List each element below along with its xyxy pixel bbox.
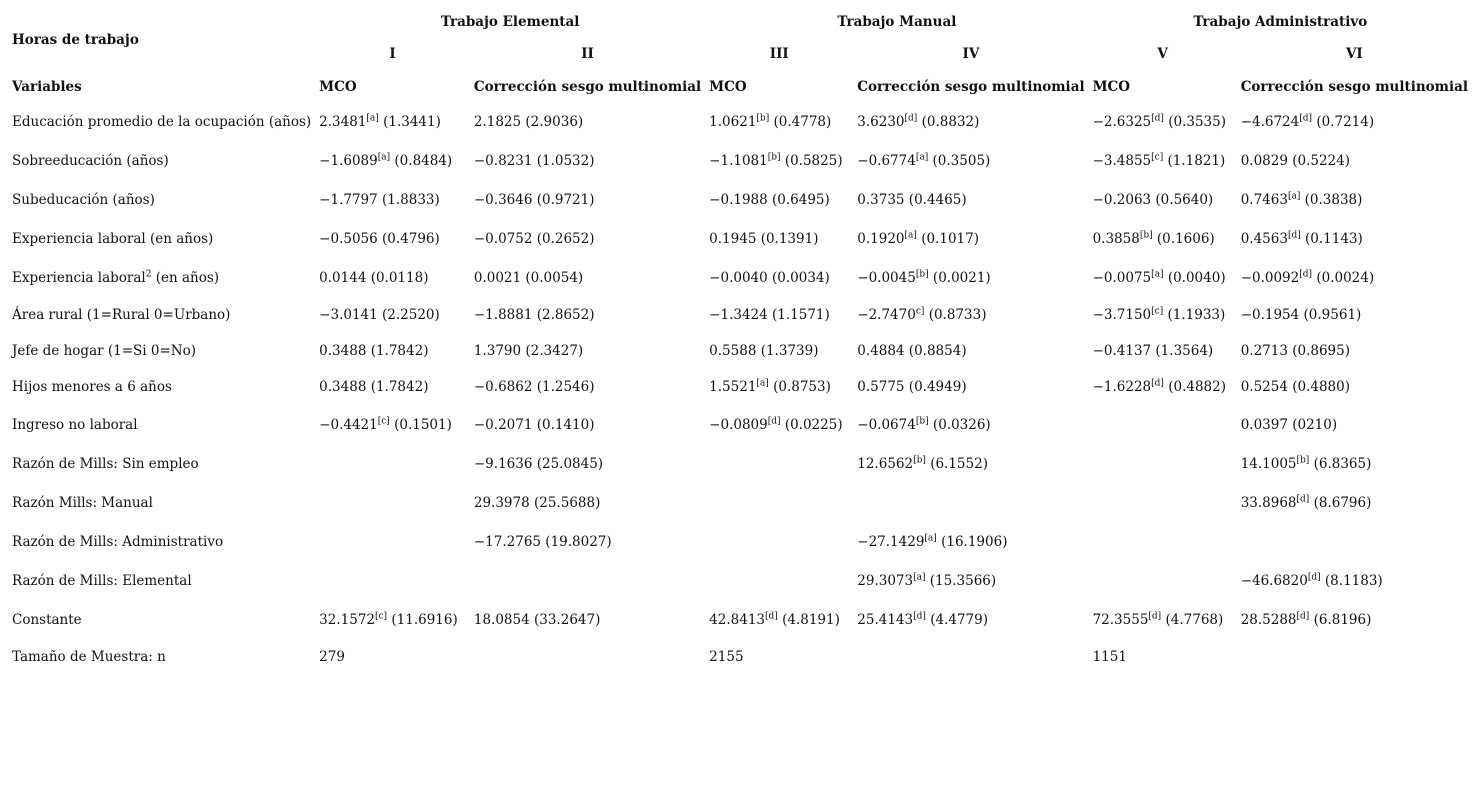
table-cell <box>470 258 705 297</box>
table-cell <box>705 369 853 405</box>
row-label <box>8 522 315 561</box>
table-cell <box>1237 219 1472 258</box>
standard-error: (0.0024) <box>1312 269 1375 286</box>
cell-value: −0.2071 (0.1410) <box>473 416 595 433</box>
significance-marker: [a] <box>1287 191 1301 201</box>
row-label-rest: (en años) <box>151 269 220 286</box>
table-cell <box>705 141 853 180</box>
standard-error: (1.3441) <box>378 113 441 130</box>
cell-value: 0.0829 (0.5224) <box>1240 152 1350 169</box>
table-cell <box>315 483 470 522</box>
cell-value: 0.0397 (0210) <box>1240 416 1338 433</box>
standard-error: (0.0225) <box>780 416 843 433</box>
standard-error: (0.8753) <box>768 379 831 395</box>
significance-marker: [a] <box>913 572 926 582</box>
table-cell <box>470 444 705 483</box>
standard-error: (6.8196) <box>1309 611 1372 628</box>
cell-value: 18.0854 (33.2647) <box>473 611 601 628</box>
regression-table <box>8 8 1472 675</box>
significance-marker: [d] <box>913 611 926 621</box>
table-cell <box>1237 639 1472 675</box>
table-cell <box>1237 483 1472 522</box>
standard-error: (0.1143) <box>1300 230 1363 247</box>
cell-value: 0.2713 (0.8695) <box>1240 343 1350 359</box>
table-cell <box>705 522 853 561</box>
table-row <box>8 297 1472 333</box>
row-label <box>8 219 315 258</box>
significance-marker: [c] <box>377 416 390 426</box>
row-label-text: Razón de Mills: Elemental <box>12 572 192 589</box>
table-body <box>8 102 1472 675</box>
table-cell <box>705 444 853 483</box>
table-row <box>8 333 1472 369</box>
significance-marker: [c] <box>1151 152 1164 162</box>
table-cell <box>853 102 1088 141</box>
cell-value: −0.0092 <box>1240 269 1300 286</box>
cell-value: −1.8881 (2.8652) <box>473 307 595 323</box>
cell-value: −0.1954 (0.9561) <box>1240 307 1362 323</box>
table-cell <box>470 639 705 675</box>
row-label-text: Educación promedio de la ocupación (años) <box>12 113 312 130</box>
cell-value: 14.1005 <box>1240 455 1297 472</box>
significance-marker: [d] <box>1299 269 1313 279</box>
table-cell <box>853 522 1088 561</box>
cell-value: −9.1636 (25.0845) <box>473 455 604 472</box>
table-cell <box>315 297 470 333</box>
cell-value: 2.3481 <box>319 113 367 130</box>
table-row <box>8 522 1472 561</box>
table-cell <box>470 180 705 219</box>
cell-value: −0.3646 (0.9721) <box>473 191 595 208</box>
significance-marker: [c] <box>1151 306 1164 317</box>
cell-value: −0.4421 <box>319 416 378 433</box>
significance-marker: [c] <box>375 611 388 621</box>
cell-value: 12.6562 <box>857 455 914 472</box>
table-row <box>8 600 1472 639</box>
table-cell <box>853 333 1088 369</box>
significance-marker: [d] <box>1151 113 1164 123</box>
table-cell <box>1089 561 1237 600</box>
row-label <box>8 102 315 141</box>
table-cell <box>315 102 470 141</box>
row-label-text: Tamaño de Muestra: n <box>12 649 166 665</box>
cell-value: −0.0809 <box>709 416 768 433</box>
row-label-text: Razón de Mills: Administrativo <box>12 533 224 550</box>
roman-numeral: I <box>389 46 396 62</box>
cell-value: −0.1988 (0.6495) <box>709 191 830 208</box>
significance-marker: [a] <box>915 152 929 162</box>
cell-value: 2155 <box>709 649 744 665</box>
significance-marker: [b] <box>756 113 770 123</box>
table-cell <box>1237 405 1472 444</box>
table-cell <box>705 102 853 141</box>
table-row <box>8 369 1472 405</box>
cell-value: −0.6862 (1.2546) <box>473 379 595 395</box>
cell-value: 42.8413 <box>709 611 765 628</box>
table-cell <box>315 258 470 297</box>
table-cell <box>315 180 470 219</box>
significance-marker: [a] <box>924 533 937 543</box>
table-cell <box>470 141 705 180</box>
table-row <box>8 102 1472 141</box>
cell-value: 1.5521 <box>709 379 757 395</box>
sub-header-variables: Variables <box>12 79 82 95</box>
standard-error: (0.8733) <box>924 307 987 323</box>
cell-value: −0.6774 <box>857 152 916 169</box>
table-cell <box>853 219 1088 258</box>
table-cell <box>315 141 470 180</box>
table-cell <box>1237 600 1472 639</box>
table-cell <box>470 600 705 639</box>
table-row <box>8 444 1472 483</box>
table-cell <box>315 219 470 258</box>
table-cell <box>470 102 705 141</box>
significance-marker: c] <box>915 306 925 317</box>
significance-marker: [b] <box>1139 230 1153 240</box>
row-label <box>8 180 315 219</box>
cell-value: 0.4563 <box>1240 230 1288 247</box>
cell-value: 0.7463 <box>1240 191 1288 208</box>
sub-header: Corrección sesgo multinomial <box>1240 79 1468 95</box>
table-cell <box>1237 561 1472 600</box>
cell-value: 0.5775 (0.4949) <box>857 379 967 395</box>
table-cell <box>853 405 1088 444</box>
table-cell <box>705 180 853 219</box>
standard-error: (4.7768) <box>1161 611 1224 628</box>
table-cell <box>1089 333 1237 369</box>
cell-value: −46.6820 <box>1240 572 1308 589</box>
cell-value: 0.3488 (1.7842) <box>319 343 429 359</box>
row-label <box>8 444 315 483</box>
cell-value: −0.0040 (0.0034) <box>709 269 830 286</box>
row-label <box>8 561 315 600</box>
cell-value: −0.5056 (0.4796) <box>319 230 440 247</box>
table-cell <box>315 522 470 561</box>
table-row <box>8 180 1472 219</box>
row-label-text: Constante <box>12 611 82 628</box>
standard-error: (1.1933) <box>1163 307 1226 323</box>
cell-value: 2.1825 (2.9036) <box>473 113 584 130</box>
table-cell <box>470 561 705 600</box>
table-cell <box>315 444 470 483</box>
standard-error: (0.8832) <box>917 113 980 130</box>
standard-error: (15.3566) <box>925 572 997 589</box>
sub-header: MCO <box>319 79 357 95</box>
table-cell <box>1089 600 1237 639</box>
table-cell <box>705 258 853 297</box>
row-label <box>8 297 315 333</box>
cell-value: 32.1572 <box>319 611 375 628</box>
cell-value: 29.3978 (25.5688) <box>473 494 601 511</box>
roman-numeral: V <box>1157 46 1168 62</box>
table-cell <box>705 639 853 675</box>
table-cell <box>470 522 705 561</box>
table-cell <box>705 219 853 258</box>
significance-marker: [a] <box>756 378 769 389</box>
row-label-text: Sobreeducación (años) <box>12 152 169 169</box>
table-cell <box>470 405 705 444</box>
cell-value: −17.2765 (19.8027) <box>473 533 612 550</box>
table-cell <box>705 297 853 333</box>
standard-error: (6.8365) <box>1309 455 1372 472</box>
table-cell <box>470 297 705 333</box>
table-cell <box>705 600 853 639</box>
row-label-text: Hijos menores a 6 años <box>12 379 172 395</box>
table-cell <box>1237 180 1472 219</box>
table-cell <box>1089 102 1237 141</box>
cell-value: −0.4137 (1.3564) <box>1092 343 1214 359</box>
cell-value: 0.1945 (0.1391) <box>709 230 819 247</box>
table-row <box>8 141 1472 180</box>
cell-value: −2.7470 <box>857 307 916 323</box>
table-cell <box>705 561 853 600</box>
table-cell <box>1237 522 1472 561</box>
standard-error: (0.4882) <box>1163 379 1226 395</box>
cell-value: −2.6325 <box>1092 113 1152 130</box>
significance-marker: [a] <box>377 152 391 162</box>
cell-value: −1.3424 (1.1571) <box>709 307 830 323</box>
standard-error: (0.5825) <box>780 152 843 169</box>
significance-marker: [b] <box>913 455 926 465</box>
standard-error: (0.3838) <box>1300 191 1363 208</box>
table-cell <box>315 369 470 405</box>
roman-numeral: IV <box>962 46 980 62</box>
significance-marker: [b] <box>915 269 929 279</box>
sub-header: MCO <box>1092 79 1131 95</box>
cell-value: 1.3790 (2.3427) <box>473 343 584 359</box>
table-cell <box>1089 180 1237 219</box>
cell-value: −1.6228 <box>1092 379 1152 395</box>
significance-marker: [d] <box>765 611 778 621</box>
group-header-row <box>8 8 1472 36</box>
table-cell <box>1237 369 1472 405</box>
cell-value: −27.1429 <box>857 533 925 550</box>
cell-value: −3.7150 <box>1092 307 1152 323</box>
significance-marker: [a] <box>1151 269 1164 279</box>
standard-error: (0.8484) <box>390 152 453 169</box>
row-label-text: Experiencia laboral <box>12 269 146 286</box>
standard-error: (0.3505) <box>928 152 991 169</box>
table-cell <box>470 369 705 405</box>
cell-value: −1.1081 <box>709 152 768 169</box>
standard-error: (0.4778) <box>769 113 832 130</box>
significance-marker: [a] <box>904 230 917 240</box>
table-cell <box>853 297 1088 333</box>
sub-header: Corrección sesgo multinomial <box>473 79 702 95</box>
table-cell <box>1237 333 1472 369</box>
standard-error: (11.6916) <box>387 611 458 628</box>
cell-value: −1.7797 (1.8833) <box>319 191 440 208</box>
cell-value: 72.3555 <box>1092 611 1149 628</box>
row-label-text: Experiencia laboral (en años) <box>12 230 214 247</box>
table-cell <box>1089 219 1237 258</box>
table-cell <box>705 405 853 444</box>
table-cell <box>1089 141 1237 180</box>
table-cell <box>315 561 470 600</box>
standard-error: (0.0021) <box>928 269 991 286</box>
significance-marker: [a] <box>366 113 379 123</box>
cell-value: −3.0141 (2.2520) <box>319 307 440 323</box>
table-cell <box>853 483 1088 522</box>
cell-value: −0.0075 <box>1092 269 1152 286</box>
standard-error: (0.1501) <box>389 416 452 433</box>
corner-label: Horas de trabajo <box>12 32 139 48</box>
roman-numeral: III <box>769 46 789 62</box>
table-cell <box>853 369 1088 405</box>
significance-marker: [b] <box>767 152 781 162</box>
table-cell <box>1237 141 1472 180</box>
group-header-elemental: Trabajo Elemental <box>440 14 580 30</box>
significance-marker: [d] <box>1296 494 1310 504</box>
row-label-text: Razón Mills: Manual <box>12 494 153 511</box>
table-cell <box>1089 639 1237 675</box>
cell-value: 3.6230 <box>857 113 905 130</box>
cell-value: −0.8231 (1.0532) <box>473 152 595 169</box>
standard-error: (4.8191) <box>777 611 840 628</box>
cell-value: 0.4884 (0.8854) <box>857 343 967 359</box>
table-cell <box>853 600 1088 639</box>
table-row <box>8 561 1472 600</box>
cell-value: 1.0621 <box>709 113 757 130</box>
standard-error: (8.1183) <box>1320 572 1383 589</box>
standard-error: (0.3535) <box>1163 113 1226 130</box>
cell-value: 28.5288 <box>1240 611 1297 628</box>
cell-value: 0.0021 (0.0054) <box>473 269 584 286</box>
table-cell <box>1089 258 1237 297</box>
table-row <box>8 405 1472 444</box>
row-label-text: Subeducación (años) <box>12 191 155 208</box>
standard-error: (0.0326) <box>928 416 991 433</box>
row-label <box>8 141 315 180</box>
roman-numeral: II <box>581 46 594 62</box>
cell-value: 29.3073 <box>857 572 914 589</box>
standard-error: (16.1906) <box>936 533 1008 550</box>
significance-marker: [d] <box>1307 572 1321 582</box>
significance-marker: [d] <box>1287 230 1301 240</box>
table-cell <box>1089 483 1237 522</box>
row-label <box>8 369 315 405</box>
significance-marker: [d] <box>767 416 781 426</box>
cell-value: 0.5588 (1.3739) <box>709 343 819 359</box>
table-cell <box>470 483 705 522</box>
table-cell <box>1089 444 1237 483</box>
table-cell <box>1089 369 1237 405</box>
sub-header-row <box>8 72 1472 102</box>
cell-value: −0.2063 (0.5640) <box>1092 191 1214 208</box>
standard-error: (0.7214) <box>1312 113 1375 130</box>
row-label-text: Área rural (1=Rural 0=Urbano) <box>12 307 231 323</box>
cell-value: 25.4143 <box>857 611 914 628</box>
table-cell <box>705 333 853 369</box>
table-cell <box>1237 444 1472 483</box>
table-cell <box>315 639 470 675</box>
cell-value: −1.6089 <box>319 152 378 169</box>
row-label <box>8 639 315 675</box>
cell-value: −4.6724 <box>1240 113 1300 130</box>
cell-value: −3.4855 <box>1092 152 1152 169</box>
cell-value: 0.3488 (1.7842) <box>319 379 429 395</box>
significance-marker: [b] <box>915 416 929 426</box>
table-cell <box>1237 102 1472 141</box>
roman-numeral: VI <box>1345 46 1363 62</box>
significance-marker: [d] <box>1299 113 1313 123</box>
table-cell <box>1237 297 1472 333</box>
cell-value: −0.0674 <box>857 416 916 433</box>
sub-header: MCO <box>709 79 747 95</box>
cell-value: −0.0045 <box>857 269 916 286</box>
significance-marker: [d] <box>1148 611 1162 621</box>
row-label <box>8 333 315 369</box>
table-row <box>8 219 1472 258</box>
cell-value: 1151 <box>1092 649 1127 665</box>
cell-value: 33.8968 <box>1240 494 1297 511</box>
significance-marker: [d] <box>1296 611 1310 621</box>
row-label-text: Razón de Mills: Sin empleo <box>12 455 199 472</box>
table-cell <box>853 444 1088 483</box>
standard-error: (0.1017) <box>916 230 979 247</box>
table-cell <box>470 333 705 369</box>
table-cell <box>853 561 1088 600</box>
row-label-text: Jefe de hogar (1=Si 0=No) <box>12 343 196 359</box>
cell-value: 279 <box>319 649 345 665</box>
row-label <box>8 600 315 639</box>
table-cell <box>1089 405 1237 444</box>
row-label-text: Ingreso no laboral <box>12 416 138 433</box>
row-label <box>8 258 315 297</box>
standard-error: (1.1821) <box>1163 152 1226 169</box>
table-cell <box>853 180 1088 219</box>
group-header-administrativo: Trabajo Administrativo <box>1193 14 1368 30</box>
table-row <box>8 258 1472 297</box>
cell-value: −0.0752 (0.2652) <box>473 230 595 247</box>
standard-error: (8.6796) <box>1309 494 1372 511</box>
cell-value: 0.3858 <box>1092 230 1140 247</box>
standard-error: (0.0040) <box>1163 269 1226 286</box>
table-cell <box>1089 522 1237 561</box>
cell-value: 0.0144 (0.0118) <box>319 269 429 286</box>
group-header-manual: Trabajo Manual <box>837 14 957 30</box>
table-cell <box>315 405 470 444</box>
table-cell <box>315 600 470 639</box>
table-cell <box>1237 258 1472 297</box>
table-cell <box>853 639 1088 675</box>
table-cell <box>470 219 705 258</box>
standard-error: (6.1552) <box>925 455 988 472</box>
table-cell <box>1089 297 1237 333</box>
table-cell <box>315 333 470 369</box>
significance-marker: [b] <box>1296 455 1310 465</box>
cell-value: 0.5254 (0.4880) <box>1240 379 1350 395</box>
row-label-superscript: 2 <box>145 269 152 279</box>
table-cell <box>853 258 1088 297</box>
table-row <box>8 639 1472 675</box>
table-row <box>8 483 1472 522</box>
row-label <box>8 483 315 522</box>
table-cell <box>705 483 853 522</box>
significance-marker: [d] <box>904 113 918 123</box>
significance-marker: [d] <box>1151 378 1164 389</box>
table-cell <box>853 141 1088 180</box>
cell-value: 0.3735 (0.4465) <box>857 191 967 208</box>
standard-error: (4.4779) <box>925 611 988 628</box>
row-label <box>8 405 315 444</box>
sub-header: Corrección sesgo multinomial <box>857 79 1085 95</box>
standard-error: (0.1606) <box>1152 230 1215 247</box>
cell-value: 0.1920 <box>857 230 905 247</box>
